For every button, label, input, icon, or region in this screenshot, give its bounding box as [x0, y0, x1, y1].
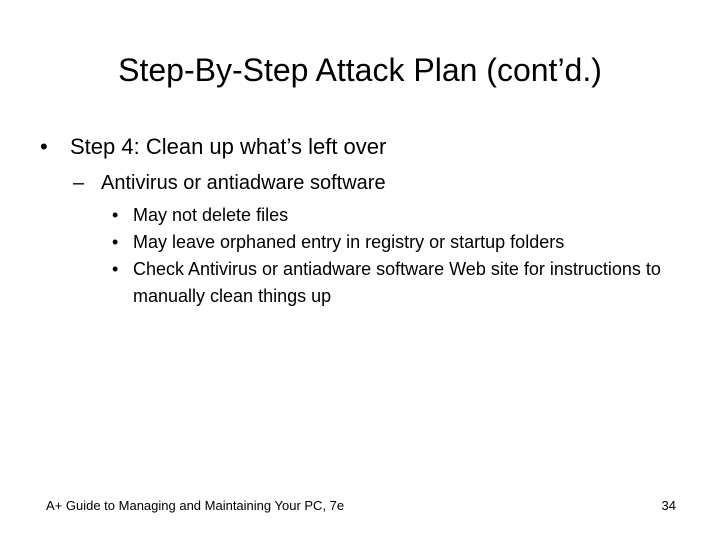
bullet-icon: •: [112, 259, 119, 279]
bullet-level3-list: [112, 202, 672, 310]
list-item-text: May not delete files: [133, 205, 289, 225]
list-item-text: Check Antivirus or antiadware software Web site for instructions to manually clean things up: [133, 259, 661, 306]
dash-icon: –: [73, 172, 85, 194]
bullet-level2: [73, 169, 386, 197]
list-item: [112, 256, 672, 310]
bullet-icon: •: [112, 205, 119, 225]
list-item: [112, 202, 672, 229]
footer-page-number: 34: [661, 498, 676, 513]
bullet-icon: •: [40, 134, 48, 159]
footer-book-title: A+ Guide to Managing and Maintaining Your PC, 7e: [46, 498, 345, 513]
bullet-level1-text: Step 4: Clean up what’s left over: [70, 134, 387, 159]
list-item: [112, 229, 672, 256]
bullet-level2-text: Antivirus or antiadware software: [101, 172, 386, 194]
bullet-icon: •: [112, 232, 119, 252]
slide-title: Step-By-Step Attack Plan (cont’d.): [118, 52, 602, 88]
bullet-level1: [40, 132, 386, 162]
list-item-text: May leave orphaned entry in registry or startup folders: [133, 232, 565, 252]
